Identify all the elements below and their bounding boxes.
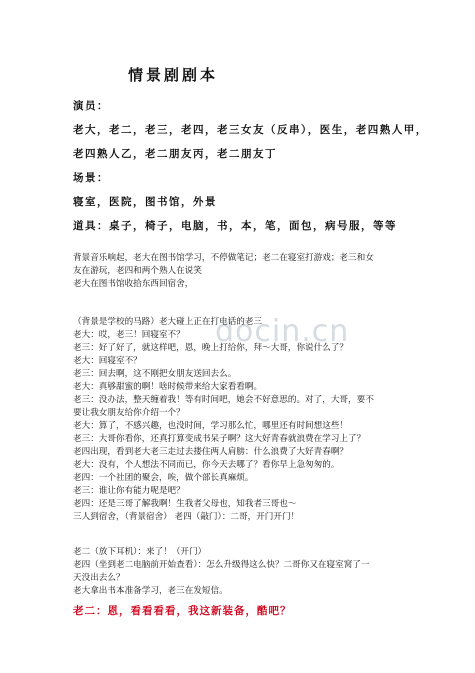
dialogue-line: 老四：一个社团的聚会，唉，做个部长真麻烦。 xyxy=(73,473,254,483)
dialogue-line: 老大：真够甜蜜的啊！啥时候带来给大家看看啊。 xyxy=(73,382,263,392)
dialogue-line: 三人到宿舍，（背景宿舍） 老四（敲门）：二哥，开门开门！ xyxy=(73,512,300,522)
cast-heading: 演员： xyxy=(73,100,109,112)
dialogue-line: 老大拿出书本准备学习，老三在发短信。 xyxy=(73,586,228,596)
dialogue-line: 老大：回寝室不？ xyxy=(73,356,142,366)
dialogue-line: 老三：好了好了，就这样吧，恩，晚上打给你，拜～大哥，你说什么了？ xyxy=(73,343,349,353)
dialogue-block-road xyxy=(73,316,374,524)
dialogue-line: 老四：还是三哥了解我啊！生我者父母也，知我者三哥也～ xyxy=(73,499,297,509)
dialogue-line: 老四出现，看到老大老三走过去搂住两人肩膀：什么浪费了大好青春啊？ xyxy=(73,447,349,457)
paragraph-line: 老大在图书馆收拾东西回宿舍， xyxy=(73,279,194,289)
highlighted-dialogue-line: 老二：恩，看看看看，我这新装备，酷吧？ xyxy=(73,605,292,617)
dialogue-line: 老三：回去啊，这不刚把女朋友送回去么。 xyxy=(73,369,237,379)
watermark-text: docin.cn xyxy=(215,314,350,349)
dialogue-line: 老大：哎，老三！回寝室不？ xyxy=(73,330,185,340)
dialogue-line: 老四（坐到老二电脑前开始查看）：怎么升级得这么快？二哥你又在寝室窝了一 xyxy=(73,560,370,570)
dialogue-block-dorm xyxy=(73,546,369,598)
dialogue-line: 老三：没办法，整天缠着我！等有时间吧，她会不好意思的。对了，大哥，要不 xyxy=(73,395,374,405)
dialogue-line: 天没出去么？ xyxy=(73,573,125,583)
dialogue-line: 老三：谁让你有能力呢是吧？ xyxy=(73,486,185,496)
script-title: 情景剧剧本 xyxy=(128,66,219,84)
cast-line-2: 老四熟人乙，老二朋友丙，老二朋友丁 xyxy=(73,148,277,160)
paragraph-line: 背景音乐响起，老大在图书馆学习，不停做笔记；老二在寝室打游戏；老三和女 xyxy=(73,253,374,263)
dialogue-line: 老二（放下耳机）：来了！（开门） xyxy=(73,547,207,557)
opening-paragraph xyxy=(73,252,374,291)
props-line: 道具：桌子，椅子，电脑，书，本，笔，面包，病号服，等等 xyxy=(73,220,397,232)
scene-line: 寝室，医院，图书馆，外景 xyxy=(73,196,217,208)
cast-line-1: 老大，老二，老三，老四，老三女友（反串），医生，老四熟人甲， xyxy=(73,124,428,136)
dialogue-line: 老大：没有，个人想法不同而已，你今天去哪了？看你早上急匆匆的。 xyxy=(73,460,340,470)
dialogue-line: 要让我女朋友给你介绍一个？ xyxy=(73,408,185,418)
paragraph-line: 友在游玩，老四和两个熟人在说笑 xyxy=(73,266,202,276)
dialogue-line: 老三：大哥你看你，还真打算变成书呆子啊？这大好青春就浪费在学习上了？ xyxy=(73,434,366,444)
scene-heading: 场景： xyxy=(73,172,109,184)
dialogue-line: 老大：算了，不感兴趣，也没时间，学习那么忙，哪里还有时间想这些！ xyxy=(73,421,349,431)
dialogue-line: （背景是学校的马路）老大碰上正在打电话的老三 xyxy=(73,317,263,327)
